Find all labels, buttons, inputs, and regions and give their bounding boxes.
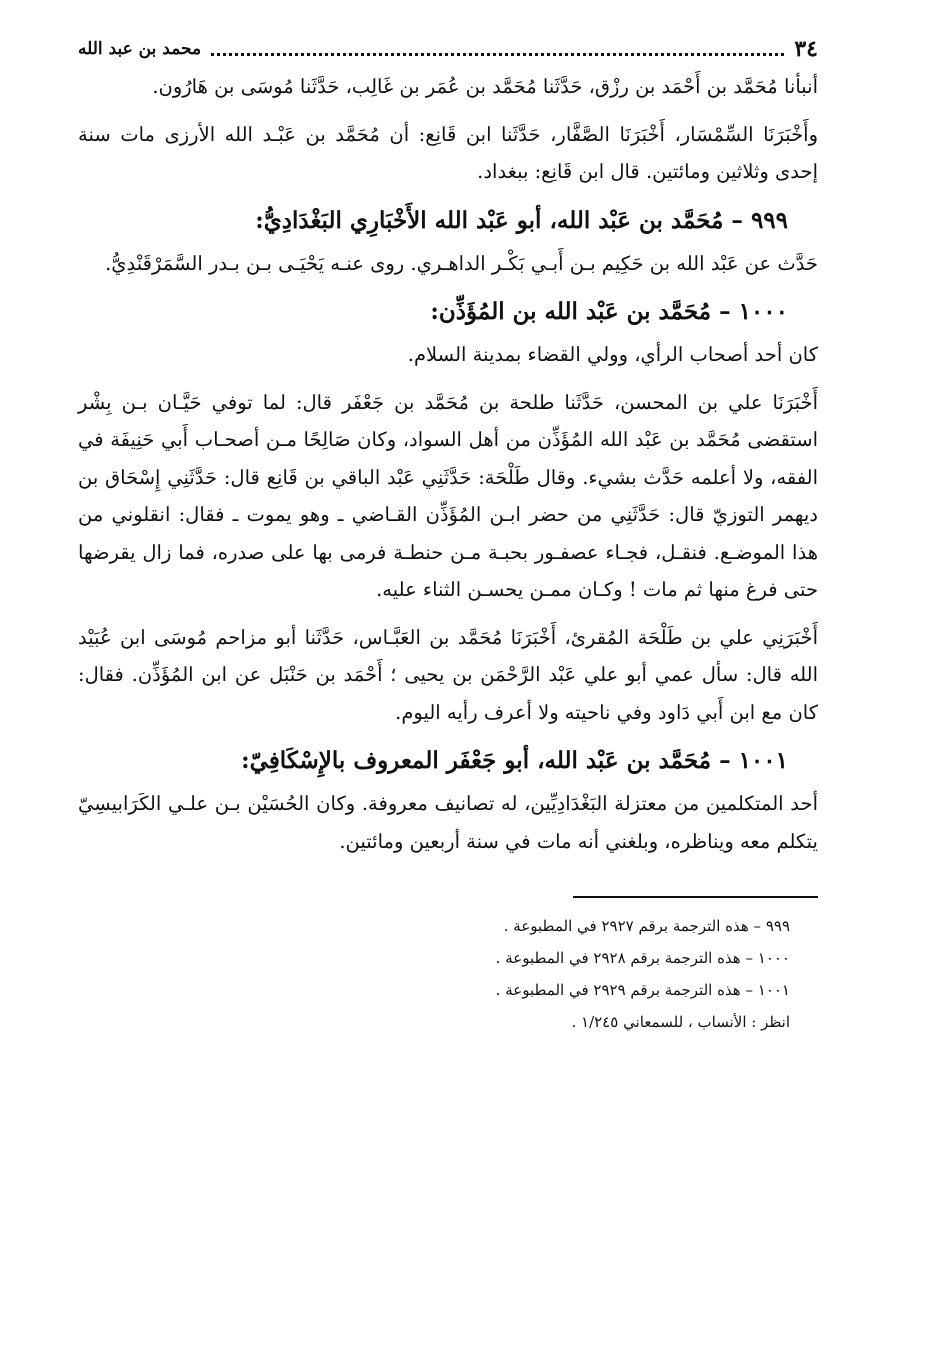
footnote: ١٠٠٠ – هذه الترجمة برقم ٢٩٢٨ في المطبوعة . <box>495 949 790 967</box>
paragraph: حَدَّث عن عَبْد الله بن حَكِيم بـن أَبـي بَكْـر الداهـري. روى عنـه يَحْيَـى بـن بـدر السَّمَرْقَنْدِيُّ. <box>105 251 818 275</box>
paragraph: أنبأنا مُحَمَّد بن أَحْمَد بن رزْق، حَدَّثَنا مُحَمَّد بن عُمَر بن غَالِب، حَدَّثَنا مُوسَى بن هَارُون. <box>152 75 818 98</box>
entry-number: ١٠٠١ <box>738 747 788 774</box>
running-title: محمد بن عبد الله <box>78 39 202 59</box>
entry-title: – مُحَمَّد بن عَبْد الله، أبو جَعْفَر المعروف بالإِسْكَافِيّ: <box>241 747 731 774</box>
entry-heading-1000 <box>78 292 788 332</box>
book-page <box>78 34 818 1040</box>
paragraph: كان أحد أصحاب الرأي، وولي القضاء بمدينة السلام. <box>407 343 818 366</box>
entry-heading-999 <box>78 201 788 241</box>
paragraph: أحد المتكلمين من معتزلة البَغْدَادِيِّين، له تصانيف معروفة. وكان الحُسَيْن بـن علـي الكَرَابيسِيّ يتكلم معه ويناظره، وبلغني أنه مات في سنة أربعين ومائتين. <box>78 792 818 853</box>
footnote: انظر : الأنساب ، للسمعاني ١/٢٤٥ . <box>571 1013 790 1031</box>
footnote: ١٠٠١ – هذه الترجمة برقم ٢٩٢٩ في المطبوعة . <box>495 981 790 999</box>
entry-number: ١٠٠٠ <box>738 298 788 325</box>
paragraph: أَخْبَرَنِي علي بن طَلْحَة المُقرئ، أَخْبَرَنَا مُحَمَّد بن العَبَّـاس، حَدَّثَنا أبو مزاحم مُوسَى ابن عُبَيْد الله قال: سأل عمي أبو علي عَبْد الرَّحْمَن بن يحيى ؛ أَحْمَد بن حَنْبَل عن ابن المُؤَذِّن. فقال: كان مع ابن أَبي دَاود وفي ناحيته ولا أعرف رأيه اليوم. <box>78 625 819 724</box>
paragraph: وأَخْبَرَنَا السِّمْسَار، أَخْبَرَنَا الصَّفَّار، حَدَّثَنا ابن قَانِع: أن مُحَمَّد بن عَبْـد الله الأرزى مات سنة إحدى وثلاثين ومائتين. قال ابن قَانِع: ببغداد. <box>78 122 818 183</box>
main-text <box>78 68 818 860</box>
entry-number: ٩٩٩ <box>750 206 788 234</box>
dotted-leader <box>211 43 784 56</box>
running-head <box>78 34 818 64</box>
footnote-divider <box>573 896 818 898</box>
page-number: ٣٤ <box>794 36 818 62</box>
entry-heading-1001 <box>78 741 788 781</box>
footnote: ٩٩٩ – هذه الترجمة برقم ٢٩٢٧ في المطبوعة . <box>503 917 790 935</box>
entry-title: – مُحَمَّد بن عَبْد الله بن المُؤَذِّن: <box>430 298 731 325</box>
entry-title: – مُحَمَّد بن عَبْد الله، أبو عَبْد الله الأَخْبَارِي البَغْدَادِيُّ: <box>255 206 743 234</box>
paragraph: أَخْبَرَنَا علي بن المحسن، حَدَّثَنا طلحة بن مُحَمَّد بن جَعْفَر قال: لما توفي حَيَّـان بـن بِشْر استقضى مُحَمَّد بن عَبْد الله المُؤَذِّن من أهل السواد، وكان صَالِحًا مـن أصحـاب أَبي حَنِيفَة في الفقه، ولا أعلمه حَدَّث بشيء. وقال طَلْحَة: حَدَّثَنِي عَبْد الباقي بن قَانِع قال: حَدَّثَنِي إِسْحَاق بن ديهمر التوزيّ قال: حَدَّثَنِي من حضر ابـن المُؤَذِّن القـاضي ـ وهو يموت ـ فقال: انقلوني من هذا الموضـع. فنقـل، فجـاء عصفـور بحبـة مـن حنطـة فرمى بها على صدره، فما زال يقرضها حتى فرغ منها ثم مات ! وكـان ممـن يحسـن الثناء عليه. <box>78 390 818 601</box>
footnotes <box>78 912 818 1036</box>
